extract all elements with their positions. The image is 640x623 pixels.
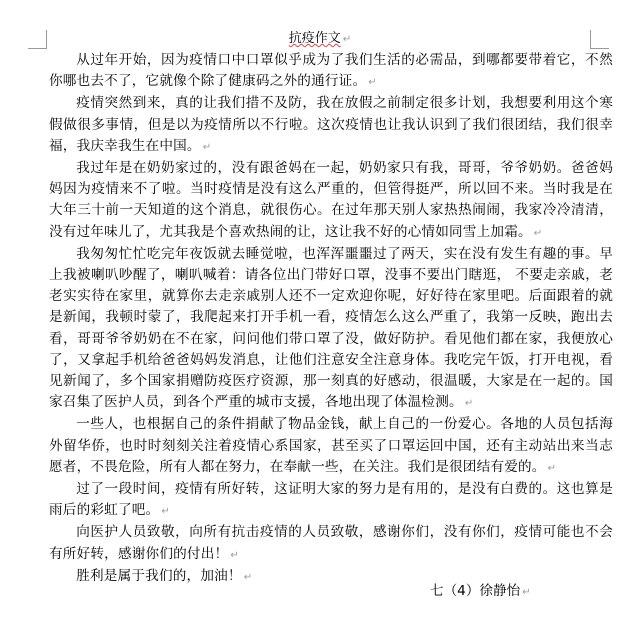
paragraph-5: 一些人，也根据自己的条件捐献了物品金钱，献上自己的一份爱心。各地的人员包括海外留华侨，也时时刻刻关注着疫情心系国家，甚至买了口罩运回中国，还有主动站出来当志愿者，不畏危险，所有人都在努力，在奉献一些，在关注。我们是很团结有爱的。 ↵ <box>49 416 613 475</box>
paragraph-mark: ↵ <box>161 506 170 518</box>
paragraph-2: 疫情突然到来，真的让我们措不及防，我在放假之前制定很多计划，我想要利用这个寒假做很多事情，但是以为疫情所以不行啦。这次疫情也让我认识到了我们很团结，我们很幸福，我庆幸我生在中国。 ↵ <box>49 95 613 154</box>
paragraph-3: 我过年是在奶奶家过的，没有跟爸妈在一起，奶奶家只有我，哥哥，爷爷奶奶。爸爸妈妈因为疫情来不了啦。当时疫情是没有这么严重的，但管得挺严，所以回不来。当时我是在大年三十前一天知道的这个消息，就很伤心。在过年那天别人家热热闹闹，我家冷冷清清，没有过年味儿了，尤其我是个喜欢热闹的让，这让我不好的心情如同雪上加霜。 ↵ <box>49 160 613 240</box>
paragraph-1: 从过年开始，因为疫情口中口罩似乎成为了我们生活的必需品，到哪都要带着它，不然你哪也去不了，它就像个除了健康码之外的通行证。 ↵ <box>49 52 613 90</box>
paragraph-mark: ↵ <box>243 571 253 583</box>
paragraph-8: 胜利是属于我们的，加油！ ↵ <box>76 567 253 584</box>
paragraph-mark: ↵ <box>547 462 557 474</box>
document-title: 抗疫作文 ↵ <box>288 31 352 46</box>
paragraph-mark: ↵ <box>230 549 239 561</box>
paragraph-4: 我匆匆忙忙吃完年夜饭就去睡觉啦，也浑浑噩噩过了两天，实在没有发生有趣的事。早上我被喇叭吵醒了，喇叭喊着：请各位出门带好口罩，没事不要出门瞎逛， 不要走亲戚，老老实实待在家里，就算你去走亲戚别人还不一定欢迎你呢，好好待在家里吧。后面跟着的就是新闻，我顿时蒙了，我爬起来打开手机一看，疫情怎么这么严重了，我第一反映，跑出去看，哥哥爷爷奶奶在不在家，问问他们带口罩了没，做好防护。看见他们都在家，我便放心了，又拿起手机给爸爸妈妈发消息，让他们注意安全注意身体。我吃完午饭，打开电视，看见新闻了，多个国家捐赠防疫医疗资源，那一刻真的好感动，很温暖，大家是在一起的。国家召集了医护人员，到各个严重的城市支援，各地出现了体温检测。 ↵ <box>49 245 613 411</box>
document-body <box>49 50 613 588</box>
paragraph-mark: ↵ <box>533 227 543 239</box>
paragraph-mark: ↵ <box>342 34 352 45</box>
paragraph-mark: ↵ <box>368 77 377 89</box>
paragraph-6: 过了一段时间，疫情有所好转，这证明大家的努力是有用的，是没有白费的。这也算是雨后的彩虹了吧。 ↵ <box>49 481 613 519</box>
paragraph-mark: ↵ <box>464 398 474 410</box>
author-signature: 七（4）徐静怡 ↵ <box>430 583 531 599</box>
paragraph-mark: ↵ <box>522 587 531 598</box>
paragraph-7: 向医护人员致敬，向所有抗击疫情的人员致敬，感谢你们，没有你们，疫情可能也不会有所好转，感谢你们的付出！ ↵ <box>49 524 613 562</box>
paragraph-mark: ↵ <box>202 141 212 153</box>
